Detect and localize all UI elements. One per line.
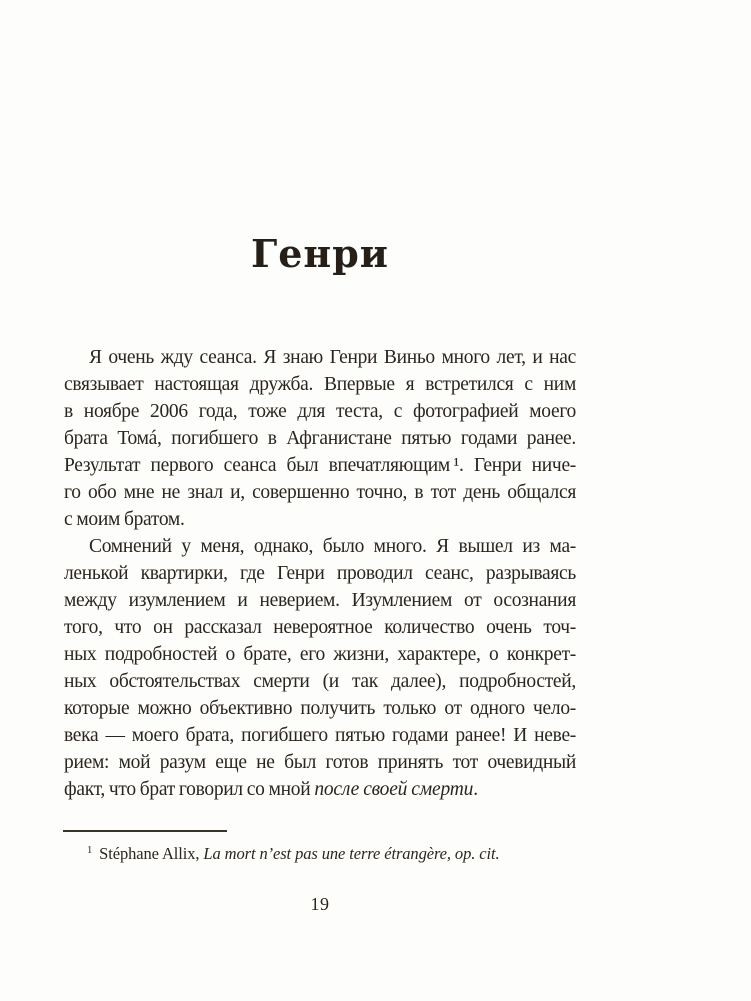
body-text [64, 344, 576, 803]
text-line: рием: мой разум еще не был готов принять тот очевидный [64, 752, 576, 773]
text-line: ных подробностей о брате, его жизни, характере, о конкрет- [64, 644, 576, 665]
page-number: 19 [310, 894, 330, 914]
footnote-marker: 1 [87, 844, 93, 856]
text-line: того, что он рассказал невероятное количество очень точ- [64, 617, 576, 638]
footnote [64, 843, 576, 865]
text-line: брата Томá, погибшего в Афганистане пятью годами ранее. [64, 428, 576, 449]
text-line: Результат первого сеанса был впечатляющим ¹. Генри ниче- [64, 455, 576, 476]
text-line: Сомнений у меня, однако, было много. Я вышел из ма- [89, 536, 576, 557]
text-line: которые можно объективно получить только от одного чело- [64, 698, 576, 719]
text-line: факт, что брат говорил со мной после своей смерти. [64, 779, 478, 800]
text-line: в ноябре 2006 года, тоже для теста, с фотографией моего [64, 401, 576, 422]
text-line: века — моего брата, погибшего пятью годами ранее! И неве- [64, 725, 576, 746]
text-line: ленькой квартирки, где Генри проводил сеанс, разрываясь [64, 563, 576, 584]
text-line: связывает настоящая дружба. Впервые я встретился с ним [64, 374, 576, 395]
text-line: с моим братом. [64, 509, 185, 530]
text-line: между изумлением и неверием. Изумлением от осознания [64, 590, 576, 611]
text-line: го обо мне не знал и, совершенно точно, в тот день общался [64, 482, 576, 503]
text-line: ных обстоятельствах смерти (и так далее), подробностей, [64, 671, 576, 692]
footnote-text: Stéphane Allix, La mort n’est pas une terre étrangère, op. cit. [99, 844, 500, 863]
paragraph-1 [64, 344, 576, 533]
paragraph-2 [64, 533, 576, 803]
chapter-title: Генри [251, 231, 389, 276]
footnote-divider [63, 830, 227, 832]
text-line: Я очень жду сеанса. Я знаю Генри Виньо много лет, и нас [89, 347, 576, 368]
